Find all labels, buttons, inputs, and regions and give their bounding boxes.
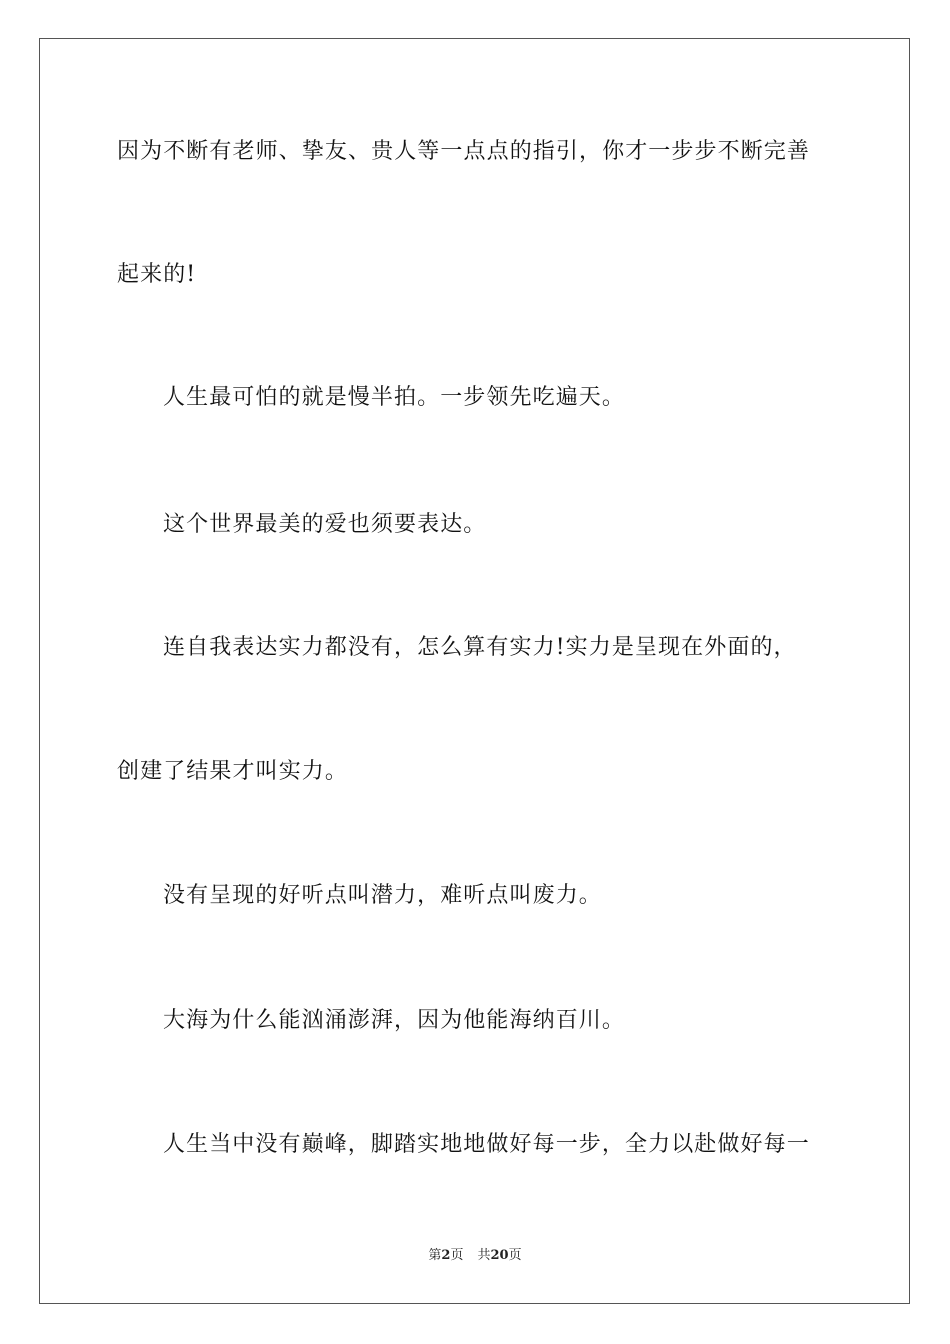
page-suffix: 页 — [450, 1248, 464, 1263]
paragraph-2: 这个世界最美的爱也须要表达。 — [163, 512, 487, 537]
paragraph-3-line-2: 创建了结果才叫实力。 — [117, 759, 349, 784]
page-footer — [0, 1246, 950, 1266]
page-number: 2 — [441, 1248, 451, 1263]
page-frame — [39, 38, 910, 1304]
total-pages: 20 — [490, 1248, 509, 1263]
paragraph-1: 人生最可怕的就是慢半拍。一步领先吃遍天。 — [163, 385, 626, 410]
paragraph-3-line-1: 连自我表达实力都没有，怎么算有实力!实力是呈现在外面的， — [163, 635, 797, 660]
total-suffix: 页 — [508, 1248, 522, 1263]
paragraph-4: 没有呈现的好听点叫潜力，难听点叫废力。 — [163, 883, 602, 908]
paragraph-6-line-1: 人生当中没有巅峰，脚踏实地地做好每一步，全力以赴做好每一 — [163, 1132, 810, 1157]
total-prefix: 共 — [477, 1248, 491, 1263]
text-line-1: 因为不断有老师、挚友、贵人等一点点的指引，你才一步步不断完善 — [117, 139, 811, 164]
text-line-2: 起来的! — [117, 262, 197, 287]
page-prefix: 第 — [428, 1248, 442, 1263]
paragraph-5: 大海为什么能汹涌澎湃，因为他能海纳百川。 — [163, 1008, 626, 1033]
